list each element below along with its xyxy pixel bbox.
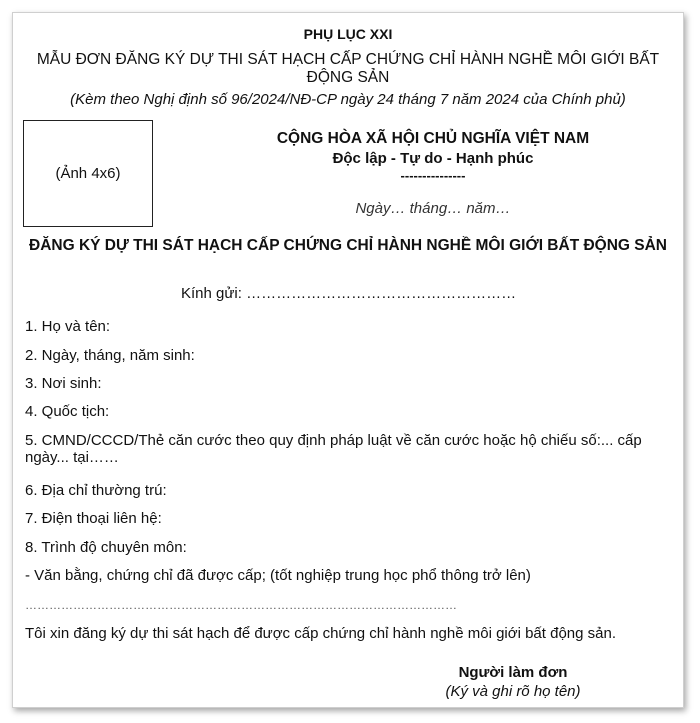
field-birth-place: 3. Nơi sinh: bbox=[25, 375, 102, 392]
national-name: CỘNG HÒA XÃ HỘI CHỦ NGHĨA VIỆT NAM bbox=[276, 130, 590, 147]
field-birth-date: 2. Ngày, tháng, năm sinh: bbox=[25, 347, 195, 364]
field-qualification: 8. Trình độ chuyên môn: bbox=[25, 539, 187, 556]
field-permanent-address: 6. Địa chỉ thường trú: bbox=[25, 482, 167, 499]
photo-box bbox=[23, 120, 153, 227]
dotted-line: ……………………………………………………………………………………………… bbox=[25, 598, 457, 612]
field-id-document: 5. CMND/CCCD/Thẻ căn cước theo quy định pháp luật về căn cước hoặc hộ chiếu số:... cấp ngày... tại…… bbox=[25, 432, 642, 466]
motto-divider: --------------- bbox=[400, 168, 466, 183]
decree-note: (Kèm theo Nghị định số 96/2024/NĐ-CP ngày 24 tháng 7 năm 2024 của Chính phủ) bbox=[70, 91, 626, 108]
document-heading: ĐĂNG KÝ DỰ THI SÁT HẠCH CẤP CHỨNG CHỈ HÀNH NGHỀ MÔI GIỚI BẤT ĐỘNG SẢN bbox=[29, 237, 667, 254]
field-nationality: 4. Quốc tịch: bbox=[25, 403, 110, 420]
national-motto: Độc lập - Tự do - Hạnh phúc bbox=[332, 150, 534, 167]
form-page bbox=[12, 12, 684, 708]
signer-note: (Ký và ghi rõ họ tên) bbox=[445, 683, 581, 700]
date-line: Ngày… tháng… năm… bbox=[355, 200, 511, 217]
declaration-statement: Tôi xin đăng ký dự thi sát hạch để được cấp chứng chỉ hành nghề môi giới bất động sản. bbox=[25, 625, 616, 642]
field-full-name: 1. Họ và tên: bbox=[25, 318, 111, 335]
recipient-line: Kính gửi: ……………………………………………… bbox=[181, 285, 517, 302]
field-phone: 7. Điện thoại liên hệ: bbox=[25, 510, 162, 527]
appendix-label: PHỤ LỤC XXI bbox=[303, 26, 393, 42]
signer-title: Người làm đơn bbox=[458, 664, 568, 681]
form-title: MẪU ĐƠN ĐĂNG KÝ DỰ THI SÁT HẠCH CẤP CHỨNG CHỈ HÀNH NGHỀ MÔI GIỚI BẤT ĐỘNG SẢN bbox=[36, 51, 660, 86]
photo-label: (Ảnh 4x6) bbox=[55, 165, 121, 182]
field-certificates: - Văn bằng, chứng chỉ đã được cấp; (tốt nghiệp trung học phổ thông trở lên) bbox=[25, 567, 531, 584]
